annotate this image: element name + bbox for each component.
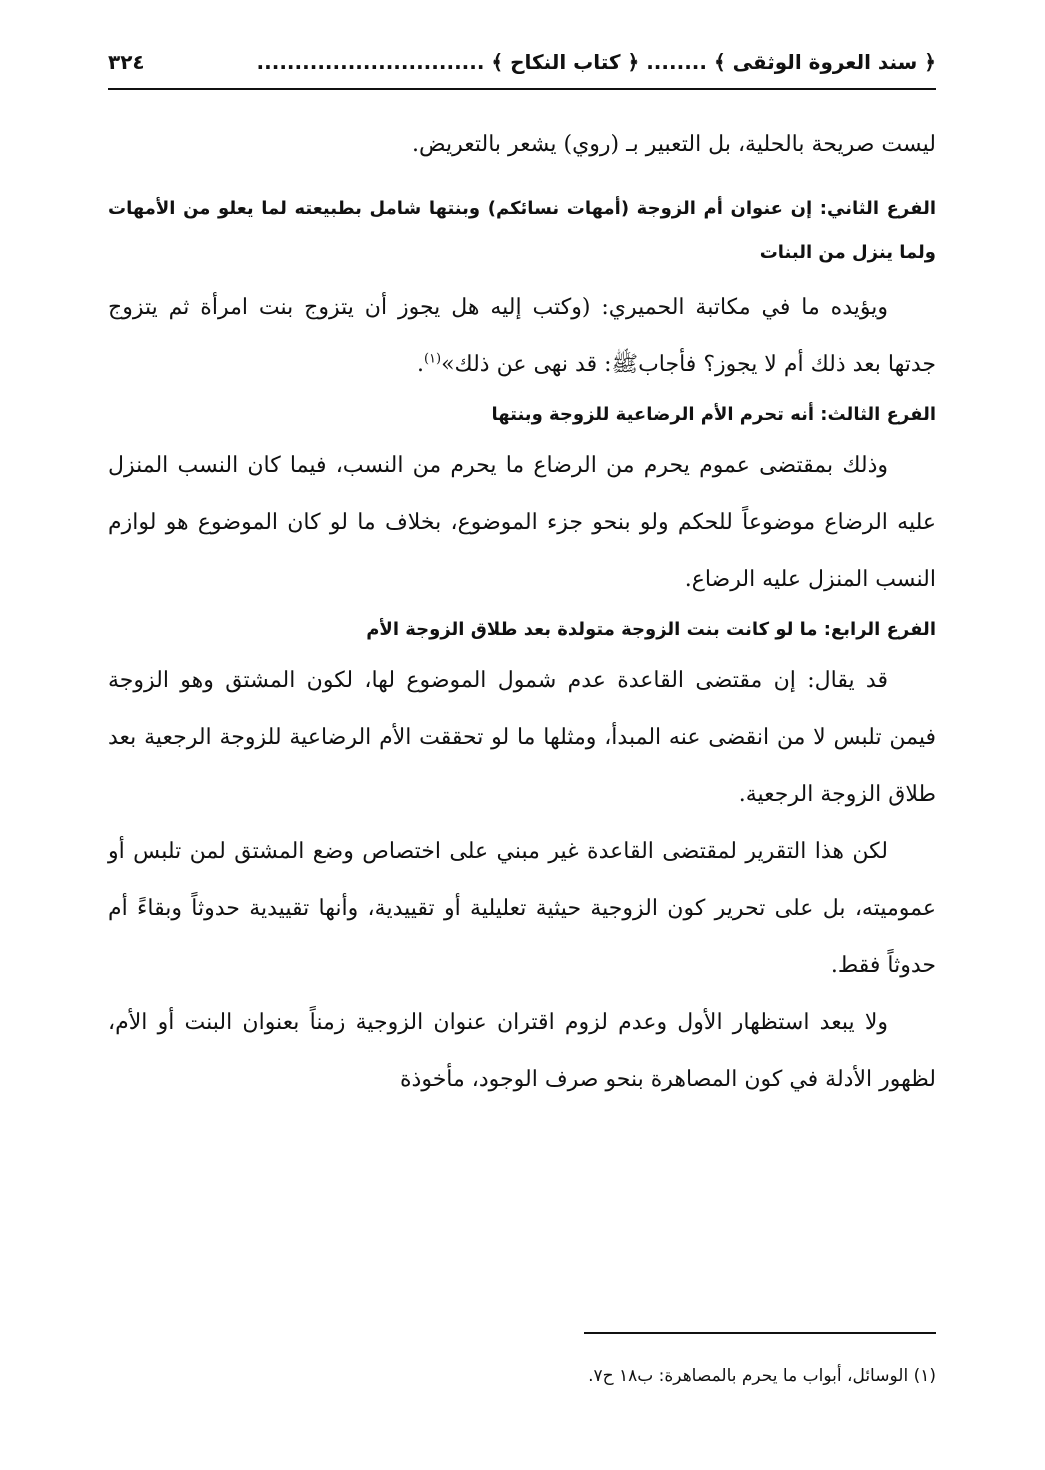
paragraph-inference: ولا يبعد استظهار الأول وعدم لزوم اقتران عنوان الزوجية زمناً بعنوان البنت أو الأم، لظهور الأدلة في كون المصاهرة بنحو صرف الوجود، مأخوذة (108, 1010, 936, 1092)
running-title: ﴿ سند العروة الوثقى ﴾ ........ ﴿ كتاب النكاح ﴾ .............................. (256, 50, 936, 74)
footnote: (١) الوسائل، أبواب ما يحرم بالمصاهرة: ب١٨ ح٧. (588, 1366, 936, 1386)
paragraph-derivative-rule: قد يقال: إن مقتضى القاعدة عدم شمول الموضوع لها، لكون المشتق وهو الزوجة فيمن تلبس لا من انقضى عنه المبدأ، ومثلها ما لو تحققت الأم الرضاعية للزوجة الرجعية بعد طلاق الزوجة الرجعية. (108, 668, 936, 807)
footnote-divider (584, 1332, 936, 1334)
paragraph-nursing-rule: وذلك بمقتضى عموم يحرم من الرضاع ما يحرم من النسب، فيما كان النسب المنزل عليه الرضاع موضوعاً للحكم ولو بنحو جزء الموضوع، بخلاف ما لو كان الموضوع هو لوازم النسب المنزل عليه الرضاع. (108, 453, 936, 592)
paragraph-period: . (416, 352, 424, 377)
paragraph-qualification: لكن هذا التقرير لمقتضى القاعدة غير مبني على اختصاص وضع المشتق لمن تلبس أو عموميته، بل على تحرير كون الزوجية حيثية تعليلية أو تقييدية، وأنها تقييدية حدوثاً وبقاءً أم حدوثاً فقط. (108, 839, 936, 978)
section-heading-third-branch: الفرع الثالث: أنه تحرم الأم الرضاعية للزوجة وبنتها (491, 404, 936, 425)
section-heading-second-branch: الفرع الثاني: إن عنوان أم الزوجة (أمهات نسائكم) وبنتها شامل بطبيعته لما يعلو من الأمهات ولما ينزل من البنات (108, 198, 936, 263)
section-heading-fourth-branch: الفرع الرابع: ما لو كانت بنت الزوجة متولدة بعد طلاق الزوجة الأم (366, 619, 936, 640)
paragraph-himyari-correspondence (108, 279, 936, 393)
page-header (108, 40, 936, 90)
page-number: ٣٢٤ (108, 50, 145, 74)
footnote-reference: (١) (423, 351, 442, 367)
paragraph-text: ويؤيده ما في مكاتبة الحميري: (وكتب إليه هل يجوز أن يتزوج بنت امرأة ثم يتزوج جدتها بعد ذلك أم لا يجوز؟ فأجابﷺ: قد نهى عن ذلك» (108, 295, 936, 377)
paragraph-continuation: ليست صريحة بالحلية، بل التعبير بـ (روي) يشعر بالتعريض. (412, 132, 936, 157)
book-page (108, 40, 936, 1440)
page-body (108, 90, 936, 1108)
